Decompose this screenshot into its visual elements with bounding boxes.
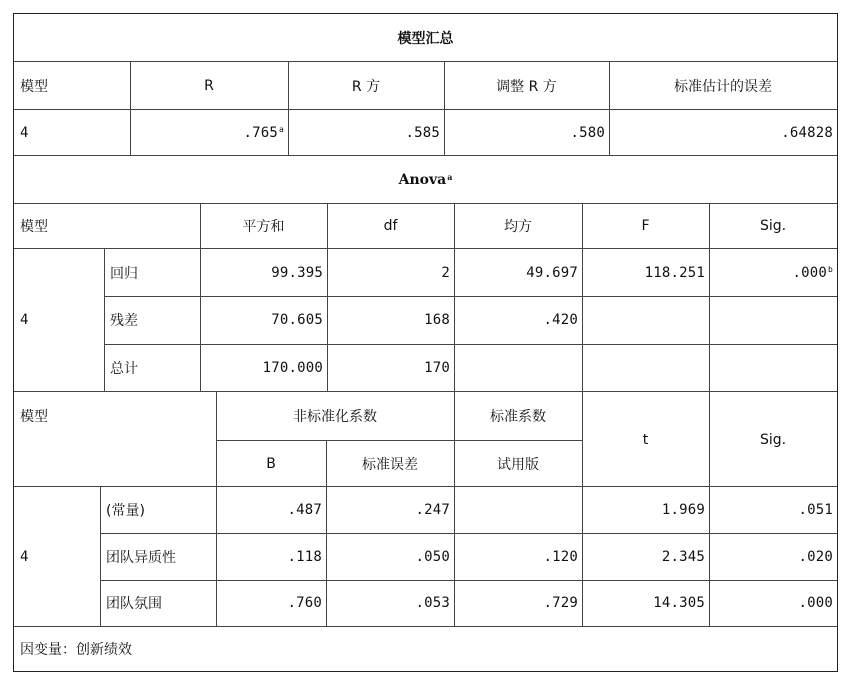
anova-sig: .000 $^b$ (792, 264, 833, 281)
anova-header-mean-square: 均方 (504, 219, 532, 235)
coef-sig: .000 (798, 595, 833, 611)
summary-adj-r-square-value: .580 (570, 124, 605, 141)
anova-title-row (14, 156, 837, 204)
coef-header-standardized: 标准系数 (490, 409, 546, 425)
summary-std-error-value: .64828 (781, 124, 833, 141)
coef-beta: .729 (543, 595, 578, 611)
output-frame (13, 13, 838, 672)
coefficients-header (14, 392, 837, 487)
coef-row-label: 团队异质性 (106, 549, 176, 566)
coef-se: .247 (415, 502, 450, 518)
anova-body (14, 249, 837, 392)
coef-b: .760 (287, 595, 322, 611)
model-summary-header-row (14, 62, 837, 110)
anova-header-model: 模型 (20, 219, 48, 235)
header-r: R (204, 77, 214, 94)
coef-se: .053 (415, 595, 450, 611)
anova-df: 170 (424, 359, 450, 376)
footnote-dependent-variable: 因变量：创新绩效 (20, 642, 132, 658)
anova-row-label: 总计 (110, 360, 138, 377)
anova-ss: 170.000 (262, 359, 323, 376)
coef-t: 2.345 (661, 548, 705, 565)
coefficients-body (14, 487, 837, 627)
anova-f: 118.251 (644, 264, 705, 281)
coef-header-b: B (266, 455, 276, 472)
header-std-error-estimate: 标准估计的误差 (674, 78, 772, 95)
model-summary-title-row (14, 14, 837, 62)
footnote-row (14, 627, 837, 672)
coef-row-label: (常量) (106, 503, 145, 519)
summary-r-value: .765 $^a$ (243, 124, 284, 141)
coef-beta: .120 (543, 548, 578, 565)
anova-row-label: 回归 (110, 265, 138, 282)
anova-ms: 49.697 (526, 264, 578, 281)
coef-sig: .051 (798, 502, 833, 518)
anova-header-df: df (383, 218, 398, 234)
anova-ms: .420 (543, 312, 578, 328)
model-summary-title: 模型汇总 (397, 30, 454, 47)
header-model: 模型 (20, 78, 48, 95)
coef-t: 14.305 (653, 595, 705, 611)
coef-se: .050 (415, 548, 450, 565)
coef-row-label: 团队氛围 (106, 596, 162, 612)
coef-header-unstandardized: 非标准化系数 (293, 409, 377, 425)
coef-sig: .020 (798, 548, 833, 565)
coef-model-number: 4 (20, 548, 29, 565)
anova-ss: 70.605 (271, 312, 323, 328)
anova-header-sig: Sig. (759, 218, 787, 234)
coef-header-model: 模型 (20, 409, 48, 425)
anova-model-number: 4 (20, 312, 29, 328)
anova-ss: 99.395 (271, 264, 323, 281)
anova-row-label: 残差 (110, 313, 138, 329)
header-adj-r-square: 调整 R 方 (496, 78, 557, 95)
header-r-square: R 方 (351, 78, 381, 95)
summary-r-square-value: .585 (405, 124, 440, 141)
model-summary-data-row (14, 110, 837, 156)
anova-header-f: F (641, 218, 650, 234)
coef-b: .118 (287, 548, 322, 565)
coef-header-t: t (642, 431, 649, 448)
anova-df: 168 (424, 312, 450, 328)
anova-header-row (14, 204, 837, 249)
coef-header-beta: 试用版 (497, 456, 539, 473)
coef-header-std-error: 标准误差 (362, 456, 418, 473)
summary-model-number: 4 (20, 124, 29, 141)
coef-header-sig: Sig. (759, 431, 787, 448)
regression-output (13, 13, 837, 672)
coef-b: .487 (287, 502, 322, 518)
anova-title: Anova $^a$ (398, 171, 453, 188)
anova-df: 2 (441, 264, 450, 281)
anova-header-sum-of-squares: 平方和 (242, 219, 285, 235)
coef-t: 1.969 (661, 502, 705, 518)
